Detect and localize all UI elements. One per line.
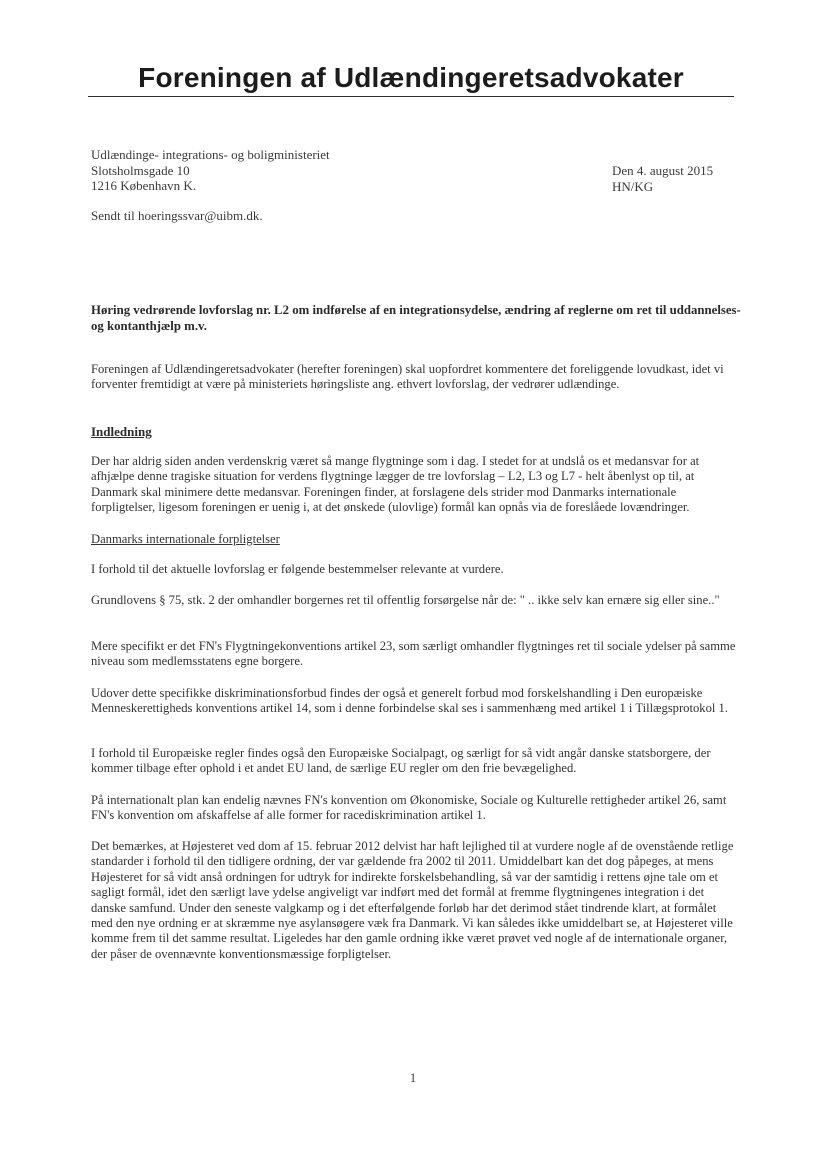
recipient-line-2: Slotsholmsgade 10	[91, 162, 190, 178]
paragraph: På internationalt plan kan endelig nævnes FN's konvention om Økonomiske, Sociale og Kulturelle rettigheder artikel 26, samt FN's konvention om afskaffelse af alle former for racediskrimination artikel 1.	[91, 793, 727, 823]
letter-reference: HN/KG	[612, 178, 654, 194]
paragraph-indledning: Der har aldrig siden anden verdenskrig været så mange flygtninge som i dag. I stedet for at undslå os et medansvar for at afhjælpe denne tragiske situation for verdens flygtninge lægger de tre lovforslag – L2, L3 og L7 - helt åbenlyst op til, at Danmark skal minimere dette medansvar. Foreningen finder, at forslagene dels strider mod Danmarks internationale forpligtelser, ligesom foreningen er uenig i, at det ønskede (ulovlige) formål kan opnås via de foreslåede lovændringer.	[91, 454, 700, 515]
letterhead-rule	[88, 96, 734, 97]
paragraph: Grundlovens § 75, stk. 2 der omhandler borgernes ret til offentlig forsørgelse når de: " .. ikke selv kan ernære sig eller sine.."	[91, 593, 720, 607]
subject-heading: Høring vedrørende lovforslag nr. L2 om indførelse af en integrationsydelse, ændring af reglerne om ret til uddannelses- og kontanthjælp m.v.	[91, 303, 741, 333]
paragraph: Mere specifikt er det FN's Flygtningekonventions artikel 23, som særligt omhandler flygtninges ret til sociale ydelser på samme niveau som medlemsstatens egne borgere.	[91, 639, 736, 669]
date-reference-block	[612, 163, 713, 194]
organization-title: Foreningen af Udlændingeretsadvokater	[138, 62, 684, 93]
recipient-line-1: Udlændinge- integrations- og boligministeriet	[91, 147, 330, 162]
section-heading-indledning: Indledning	[91, 424, 152, 439]
paragraph: I forhold til det aktuelle lovforslag er følgende bestemmelser relevante at vurdere.	[91, 562, 504, 576]
page-number: 1	[409, 1070, 417, 1085]
intro-paragraph: Foreningen af Udlændingeretsadvokater (herefter foreningen) skal uopfordret kommentere det foreliggende lovudkast, idet vi forventer fremtidigt at være på ministeriets høringsliste ang. ethvert lovforslag, der vedrører udlændinge.	[91, 362, 724, 392]
paragraph: Det bemærkes, at Højesteret ved dom af 15. februar 2012 delvist har haft lejlighed til at vurdere nogle af de ovenstående retlige standarder i forhold til den tidligere ordning, der var gældende fra 2002 til 2011. Umiddelbart kan det dog påpeges, at mens Højesteret for så vidt anså ordningen for udtryk for indirekte forskelsbehandling, så var der samtidig i rettens øjne tale om et sagligt formål, idet den særligt lave ydelse angiveligt var indført med det formål at fremme flygtningenes integration i det danske samfund. Under den seneste valgkamp og i det efterfølgende forløb har det derimod stået tindrende klart, at formålet med den nye ordning er at skræmme nye asylansøgere væk fra Danmark. Vi kan således ikke umiddelbart se, at Højesteret ville komme frem til det samme resultat. Ligeledes har den gamle ordning ikke været prøvet ved nogle af de internationale organer, der påser de ovennævnte konventionsmæssige forpligtelser.	[91, 839, 734, 961]
recipient-address	[91, 147, 330, 194]
paragraph: Udover dette specifikke diskriminationsforbud findes der også et generelt forbud mod forskelshandling i Den europæiske Menneskerettigheds konventions artikel 14, som i denne forbindelse skal ses i sammenhæng med artikel 1 i Tillægsprotokol 1.	[91, 686, 728, 716]
letterhead	[88, 60, 734, 97]
recipient-line-3: 1216 København K.	[91, 178, 197, 193]
section-heading-forpligtelser: Danmarks internationale forpligtelser	[91, 532, 280, 546]
sent-to-line: Sendt til hoeringssvar@uibm.dk.	[91, 208, 263, 223]
paragraph: I forhold til Europæiske regler findes også den Europæiske Socialpagt, og særligt for så vidt angår danske statsborgere, der kommer tilbage efter ophold i et andet EU land, de særlige EU regler om den frie bevægelighed.	[91, 746, 711, 776]
letter-date: Den 4. august 2015	[612, 163, 714, 178]
